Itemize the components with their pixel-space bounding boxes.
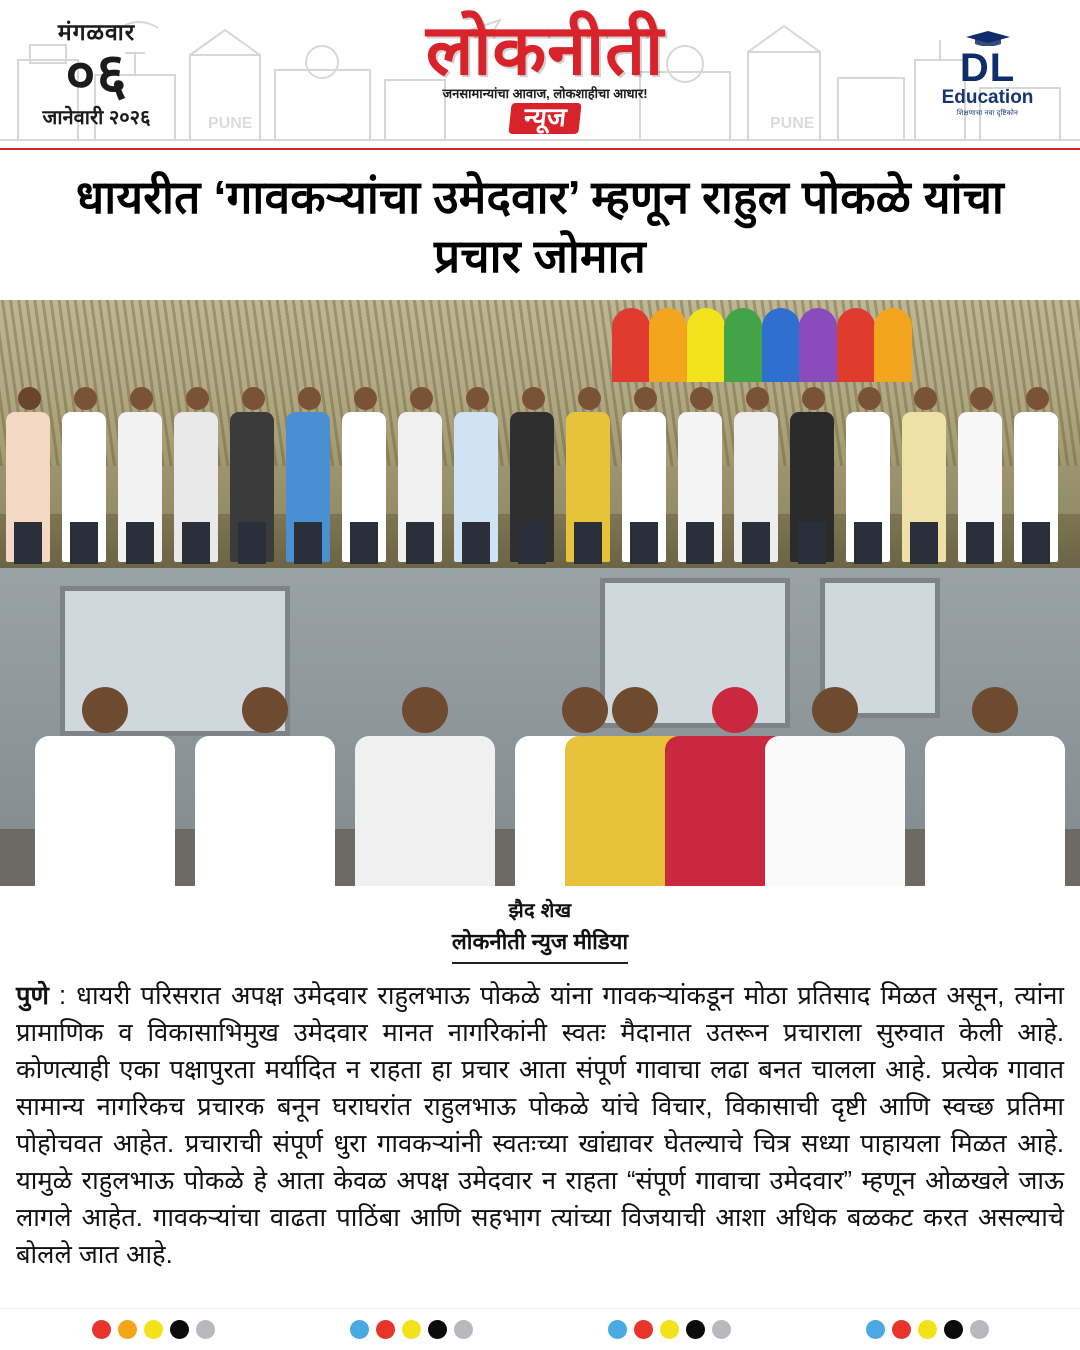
dateline-separator: : (48, 981, 77, 1010)
color-dot (634, 1320, 653, 1339)
photo2-person (760, 687, 910, 886)
media-outlet-name: लोकनीती न्युज मीडिया (452, 926, 628, 964)
dot-group (608, 1320, 731, 1339)
reporter-name: झैद शेख (508, 899, 572, 922)
partner-initials: DL (959, 46, 1016, 91)
date-weekday: मंगळवार (57, 18, 136, 45)
color-dot (144, 1320, 163, 1339)
article-body (0, 966, 1080, 1280)
dot-group (92, 1320, 215, 1339)
color-dot (866, 1320, 885, 1339)
footer-color-bars (0, 1308, 1080, 1350)
color-dot (686, 1320, 705, 1339)
color-dot (454, 1320, 473, 1339)
publication-tagline: जनसामान्यांचा आवाज, लोकशाहीचा आधार! (442, 85, 648, 101)
date-month-year: जानेवारी २०२६ (42, 106, 151, 129)
color-dot (92, 1320, 111, 1339)
color-dot (918, 1320, 937, 1339)
photo2-person (190, 687, 340, 886)
masthead (0, 0, 1080, 150)
date-box (0, 18, 185, 129)
color-dot (376, 1320, 395, 1339)
color-dot (970, 1320, 989, 1339)
dot-group (866, 1320, 989, 1339)
color-dot (712, 1320, 731, 1339)
partner-subtext: शिक्षणाचा नवा दृष्टिकोन (956, 109, 1019, 117)
color-dot (118, 1320, 137, 1339)
photo2-person (350, 687, 500, 886)
publication-logo (185, 10, 905, 134)
article-dateline: पुणे (16, 981, 49, 1010)
color-dot (892, 1320, 911, 1339)
date-day: ०६ (65, 41, 128, 107)
photo-indoor-meeting (0, 568, 1080, 886)
publication-subname: न्यूज (508, 103, 581, 134)
photo-gallery (0, 300, 1080, 886)
partner-logo (905, 30, 1080, 118)
graduation-cap-icon (965, 30, 1011, 46)
color-dot (660, 1320, 679, 1339)
color-dot (196, 1320, 215, 1339)
article-headline: धायरीत ‘गावकऱ्यांचा उमेदवार’ म्हणून राहुल पोकळे यांचा प्रचार जोमात (75, 171, 1005, 282)
photo-group-outdoor (0, 300, 1080, 568)
svg-text:PUNE: PUNE (770, 115, 815, 132)
partner-name: Education (941, 87, 1034, 109)
photo2-person (30, 687, 180, 886)
byline (0, 886, 1080, 966)
color-dot (350, 1320, 369, 1339)
color-dot (170, 1320, 189, 1339)
photo2-person (920, 687, 1070, 886)
svg-text:PUNE: PUNE (208, 115, 253, 132)
color-dot (944, 1320, 963, 1339)
publication-name: लोकनीती (425, 10, 665, 89)
color-dot (608, 1320, 627, 1339)
photo1-people-row (0, 353, 1080, 562)
color-dot (402, 1320, 421, 1339)
color-dot (428, 1320, 447, 1339)
dot-group (350, 1320, 473, 1339)
article-text: धायरी परिसरात अपक्ष उमेदवार राहुलभाऊ पोकळे यांना गावकऱ्यांकडून मोठा प्रतिसाद मिळत असून, त्यांना प्रामाणिक व विकासाभिमुख उमेदवार मानत नागरिकांनी स्वतः मैदानात उतरून प्रचाराला सुरुवात केली आहे. कोणत्याही एका पक्षापुरता मर्यादित न राहता हा प्रचार आता संपूर्ण गावाचा लढा बनत चालला आहे. प्रत्येक गावात सामान्य नागरिकच प्रचारक बनून घराघरांत राहुलभाऊ पोकळे यांचे विचार, विकासाची दृष्टी आणि स्वच्छ प्रतिमा पोहोचवत आहेत. प्रचाराची संपूर्ण धुरा गावकऱ्यांनी स्वतःच्या खांद्यावर घेतल्याचे चित्र सध्या पाहायला मिळत आहे. यामुळे राहुलभाऊ पोकळे हे आता केवळ अपक्ष उमेदवार न राहता “संपूर्ण गावाचा उमेदवार” म्हणून ओळखले जाऊ लागले आहेत. गावकऱ्यांचा वाढता पाठिंबा आणि सहभाग त्यांच्या विजयाची आशा अधिक बळकट करत असल्याचे बोलले जात आहे. (16, 981, 1064, 1269)
